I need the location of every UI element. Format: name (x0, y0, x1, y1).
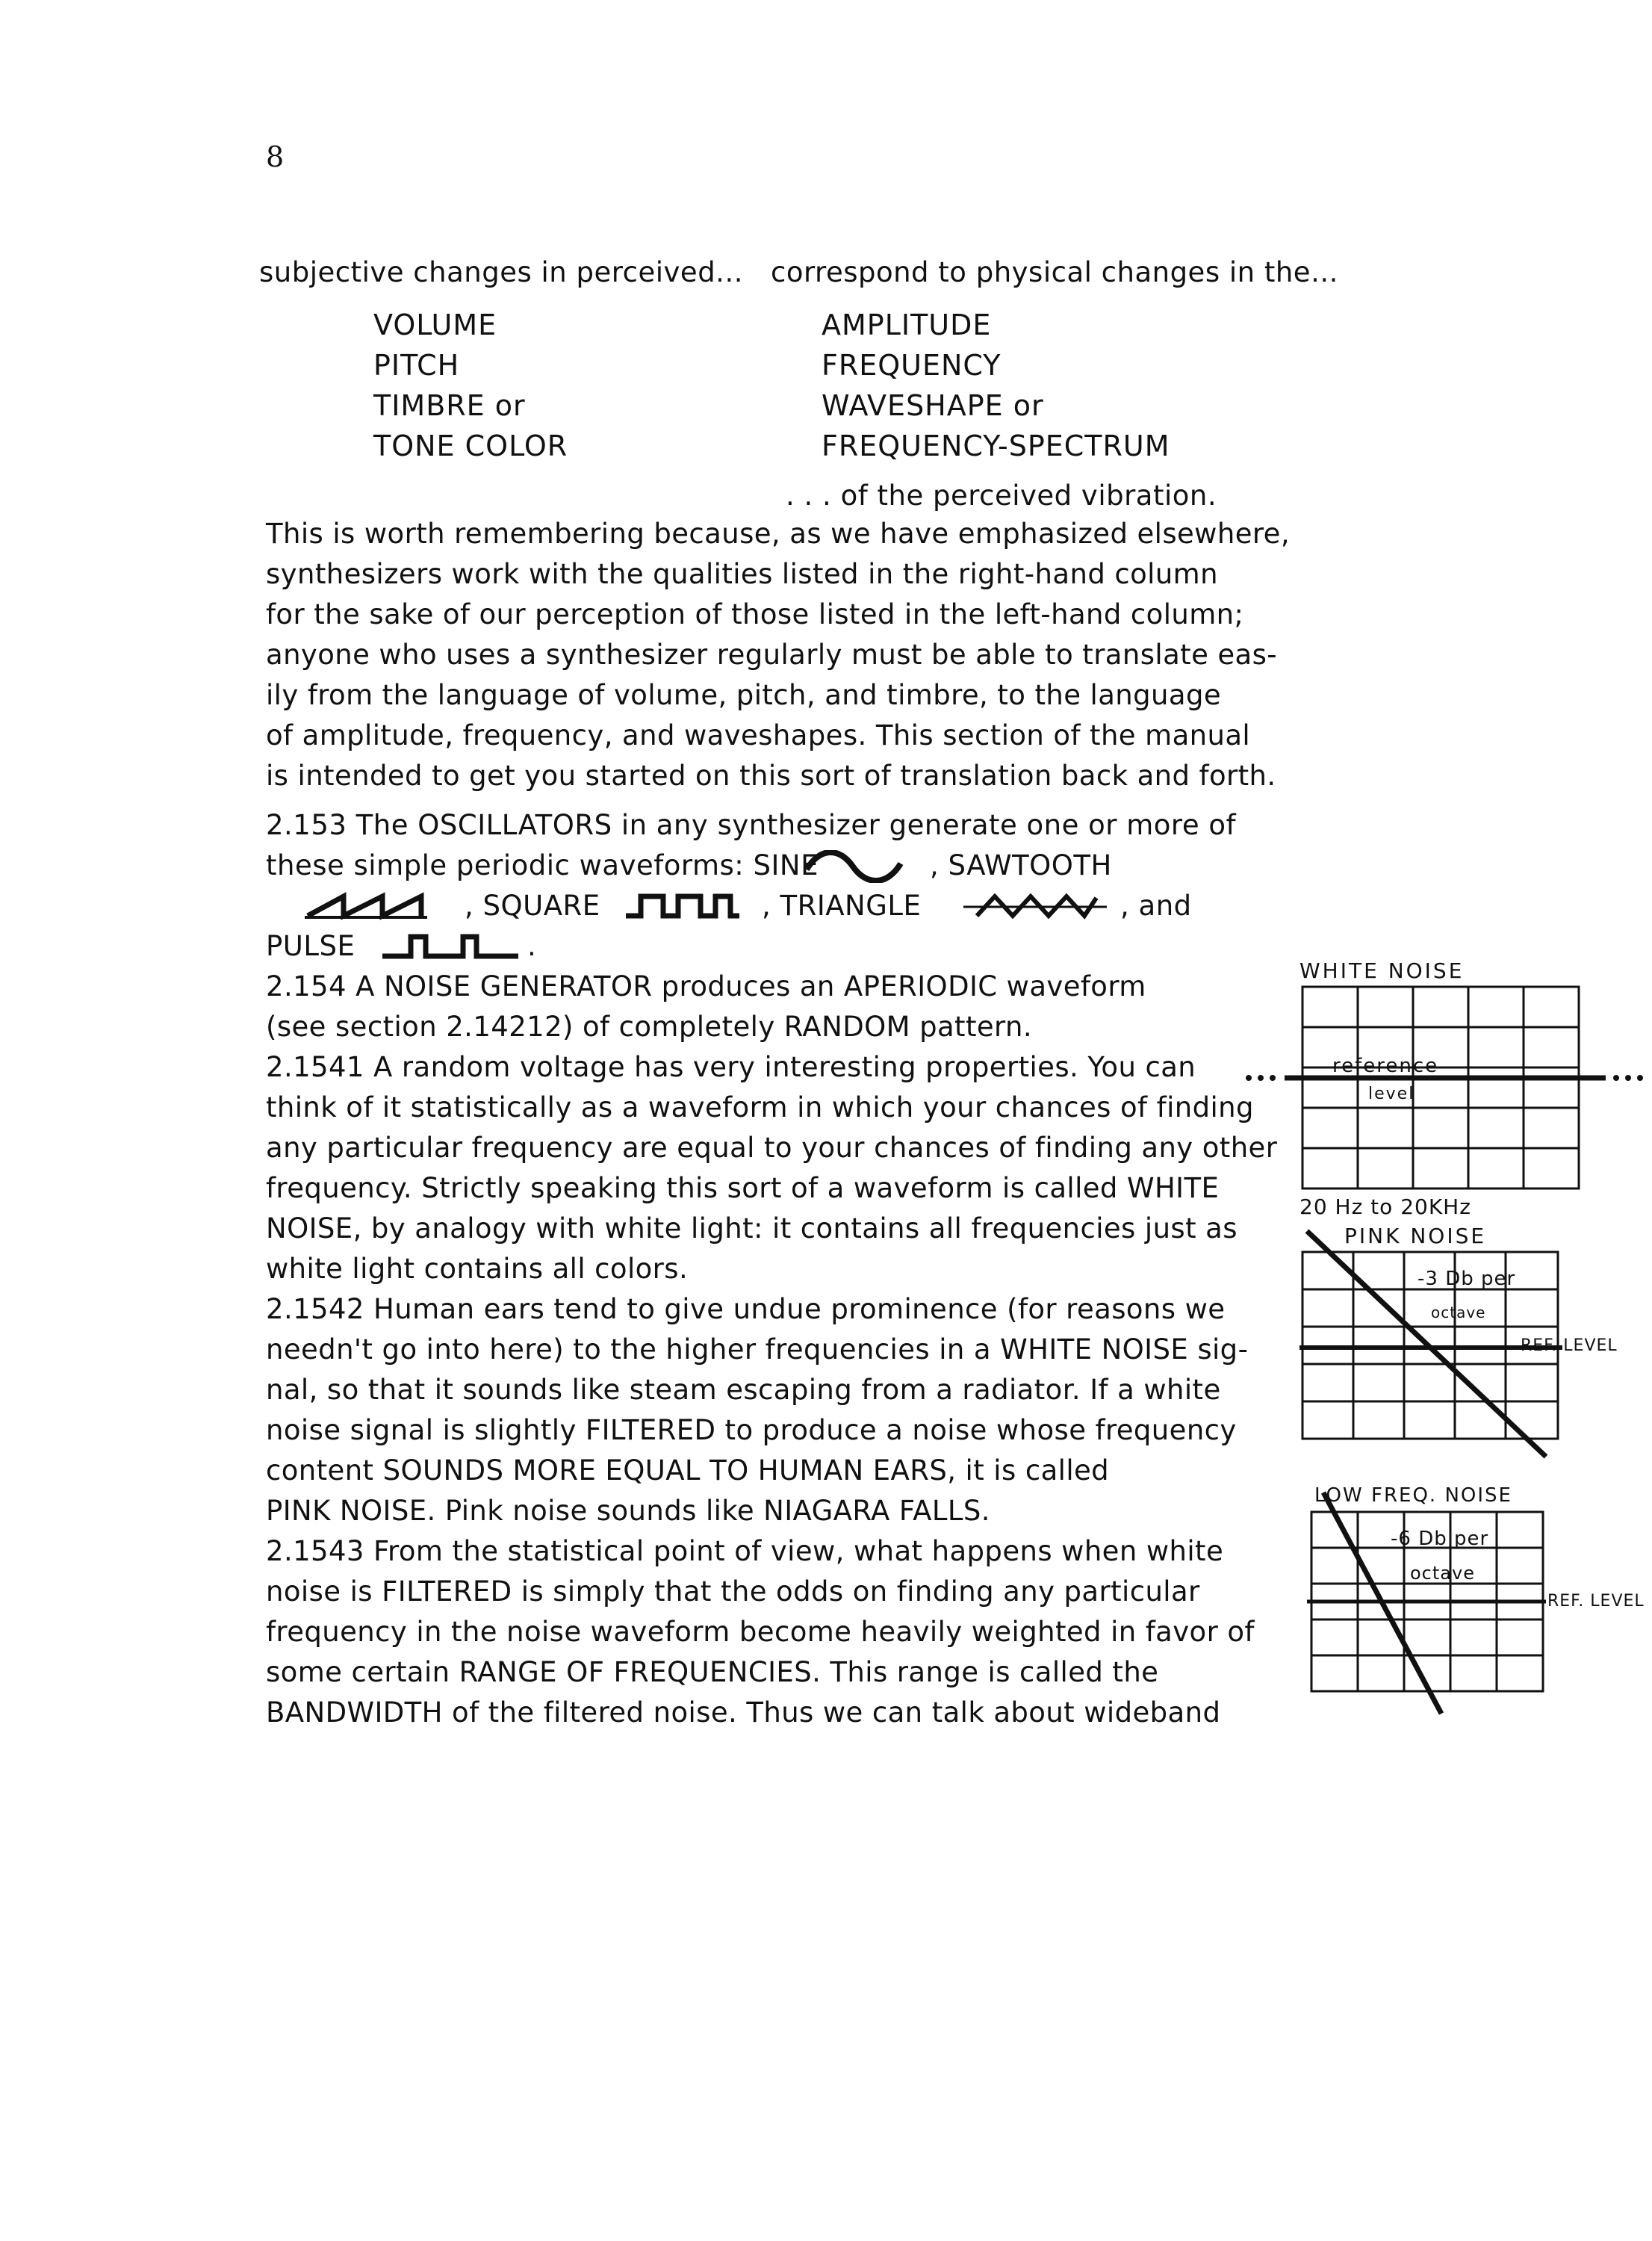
table-trailer: . . . of the perceived vibration. (786, 480, 1217, 512)
text-line: 2.154 A NOISE GENERATOR produces an APERIODIC waveform (266, 970, 1146, 1002)
paragraph-noise (266, 967, 1278, 1733)
text-line: This is worth remembering because, as we have emphasized elsewhere, (266, 518, 1290, 550)
text-line: 2.1542 Human ears tend to give undue prominence (for reasons we (266, 1293, 1226, 1325)
text-line: (see section 2.14212) of completely RANDOM pattern. (266, 1011, 1033, 1043)
left-heading: subjective changes in perceived... (259, 256, 743, 288)
right-term-frequency: FREQUENCY (822, 349, 1002, 382)
low-freq-noise-slope-label-1: -6 Db per (1391, 1528, 1489, 1550)
osc-line-3b: , TRIANGLE (762, 890, 922, 922)
low-freq-noise-slope-label-2: octave (1410, 1563, 1475, 1584)
pink-noise-slope-label-1: -3 Db per (1417, 1268, 1516, 1290)
text-line: is intended to get you started on this sort of translation back and forth. (266, 760, 1276, 792)
white-noise-range-label: 20 Hz to 20KHz (1299, 1194, 1471, 1219)
text-line: noise is FILTERED is simply that the odds on finding any particular (266, 1575, 1200, 1608)
osc-line-2a: these simple periodic waveforms: SINE (266, 849, 819, 881)
left-term-tone-color: TONE COLOR (373, 430, 568, 462)
triangle-wave-icon (962, 890, 1108, 920)
osc-line-2b: , SAWTOOTH (930, 849, 1112, 881)
text-line: of amplitude, frequency, and waveshapes. This section of the manual (266, 719, 1251, 751)
text-line: BANDWIDTH of the filtered noise. Thus we can talk about wideband (266, 1696, 1221, 1729)
text-line: synthesizers work with the qualities listed in the right-hand column (266, 558, 1218, 590)
low-freq-noise-ref-label: REF. LEVEL (1547, 1592, 1645, 1611)
left-term-pitch: PITCH (373, 349, 460, 382)
text-line: needn't go into here) to the higher frequencies in a WHITE NOISE sig- (266, 1333, 1249, 1366)
text-line: frequency. Strictly speaking this sort of a waveform is called WHITE (266, 1172, 1220, 1204)
page-number: 8 (266, 140, 285, 173)
pink-noise-slope-label-2: octave (1431, 1304, 1486, 1321)
pulse-wave-icon (381, 931, 520, 961)
white-noise-grid (1302, 987, 1579, 1188)
osc-line-1: 2.153 The OSCILLATORS in any synthesizer generate one or more of (266, 809, 1237, 841)
text-line: think of it statistically as a waveform in which your chances of finding (266, 1091, 1254, 1123)
text-line: nal, so that it sounds like steam escaping from a radiator. If a white (266, 1374, 1221, 1406)
left-term-volume: VOLUME (373, 309, 497, 341)
osc-line-3c: , and (1120, 890, 1192, 922)
right-term-amplitude: AMPLITUDE (822, 309, 992, 341)
white-noise-ref-label-2: level (1368, 1085, 1415, 1103)
sawtooth-wave-icon (305, 890, 430, 920)
text-line: 2.1541 A random voltage has very interesting properties. You can (266, 1051, 1196, 1083)
osc-line-3a: , SQUARE (465, 890, 600, 922)
right-term-frequency-spectrum: FREQUENCY-SPECTRUM (822, 430, 1170, 462)
osc-line-4a: PULSE (266, 930, 355, 962)
osc-line-4b: . (527, 930, 537, 962)
text-line: for the sake of our perception of those listed in the left-hand column; (266, 598, 1244, 630)
low-freq-noise-graph (1285, 1478, 1652, 1724)
pink-noise-graph (1285, 1216, 1652, 1470)
right-heading: correspond to physical changes in the... (771, 256, 1338, 288)
text-line: content SOUNDS MORE EQUAL TO HUMAN EARS, it is called (266, 1454, 1110, 1487)
text-line: some certain RANGE OF FREQUENCIES. This range is called the (266, 1656, 1159, 1688)
square-wave-icon (624, 890, 741, 920)
text-line: PINK NOISE. Pink noise sounds like NIAGARA FALLS. (266, 1495, 990, 1527)
pink-noise-ref-label: REF. LEVEL (1521, 1336, 1618, 1355)
left-term-timbre: TIMBRE or (373, 389, 526, 422)
white-noise-ref-label-1: reference (1332, 1055, 1439, 1077)
text-line: NOISE, by analogy with white light: it contains all frequencies just as (266, 1212, 1238, 1245)
right-term-waveshape: WAVESHAPE or (822, 389, 1044, 422)
text-line: 2.1543 From the statistical point of view, what happens when white (266, 1535, 1224, 1567)
low-freq-noise-title: LOW FREQ. NOISE (1314, 1484, 1512, 1507)
text-line: anyone who uses a synthesizer regularly must be able to translate eas- (266, 639, 1278, 671)
sine-wave-icon (804, 850, 905, 883)
text-line: white light contains all colors. (266, 1253, 689, 1285)
text-line: frequency in the noise waveform become heavily weighted in favor of (266, 1616, 1255, 1648)
text-line: any particular frequency are equal to your chances of finding any other (266, 1132, 1278, 1164)
text-line: noise signal is slightly FILTERED to produce a noise whose frequency (266, 1414, 1237, 1446)
paragraph-remembering (266, 514, 1290, 796)
text-line: ily from the language of volume, pitch, and timbre, to the language (266, 679, 1222, 711)
white-noise-graph (1240, 952, 1643, 1229)
pink-noise-slope (1307, 1231, 1546, 1457)
pink-noise-title: PINK NOISE (1344, 1224, 1487, 1248)
white-noise-title: WHITE NOISE (1299, 958, 1465, 983)
